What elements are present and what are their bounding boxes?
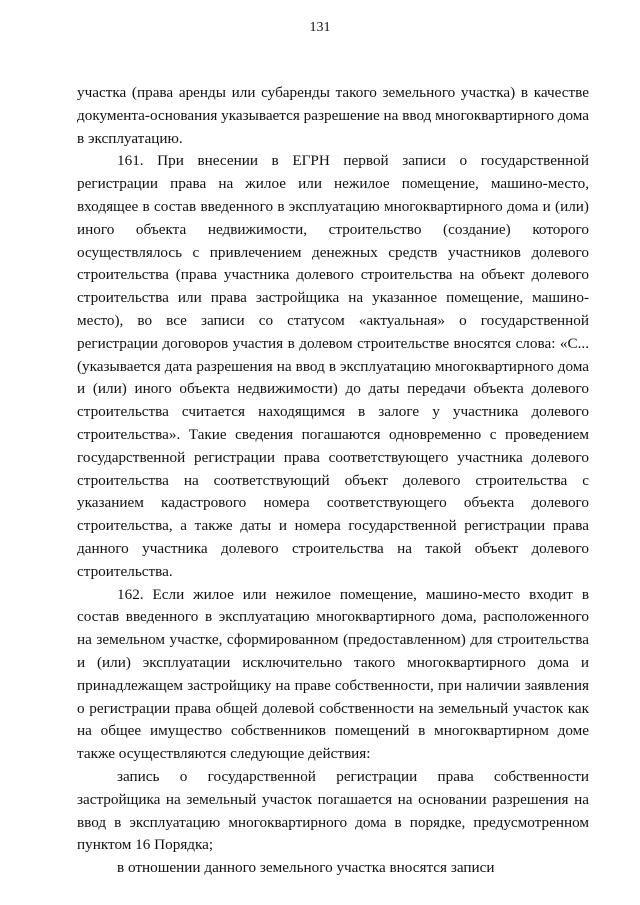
paragraph-162-item-2: в отношении данного земельного участка вносятся записи [117,859,495,877]
paragraph-161: 161. При внесении в ЕГРН первой записи о государственной регистрации права на жилое или нежилое помещение, машино-место, входящее в состав введенного в эксплуатацию многоквартирного дома и (или) иного объекта недвижимости, строительство (создание) которого осуществлялось с привлечением денежных средств участников долевого строительства (права участника долевого строительства на объект долевого строительства или права застройщика на указанное помещение, машино-место), во все записи со статусом «актуальная» о государственной регистрации договоров участия в долевом строительстве вносятся слова: «С... (указывается дата разрешения на ввод в эксплуатацию многоквартирного дома и (или) иного объекта недвижимости) до даты передачи объекта долевого строительства считается находящимся в залоге у участника долевого строительства». Такие сведения погашаются одновременно с проведением государственной регистрации права соответствующего участника долевого строительства на соответствующий объект долевого строительства с указанием кадастрового номера соответствующего объекта долевого строительства, а также даты и номера государственной регистрации права данного участника долевого строительства на такой объект долевого строительства. [77,152,589,580]
page-number: 131 [309,20,331,35]
paragraph-162: 162. Если жилое или нежилое помещение, машино-место входит в состав введенного в эксплуатацию многоквартирного дома, расположенного на земельном участке, сформированном (предоставленном) для строительства и (или) эксплуатации исключительно такого многоквартирного дома и принадлежащем застройщику на праве собственности, при наличии заявления о регистрации права общей долевой собственности на земельный участок как на общее имущество собственников помещений в многоквартирном доме также осуществляются следующие действия: [77,585,589,763]
document-body [77,82,589,880]
paragraph-continuation: участка (права аренды или субаренды такого земельного участка) в качестве документа-основания указывается разрешение на ввод многоквартирного дома в эксплуатацию. [77,84,589,147]
paragraph-162-item-1: запись о государственной регистрации права собственности застройщика на земельный участок погашается на основании разрешения на ввод в эксплуатацию многоквартирного дома в порядке, предусмотренном пунктом 16 Порядка; [77,767,589,854]
